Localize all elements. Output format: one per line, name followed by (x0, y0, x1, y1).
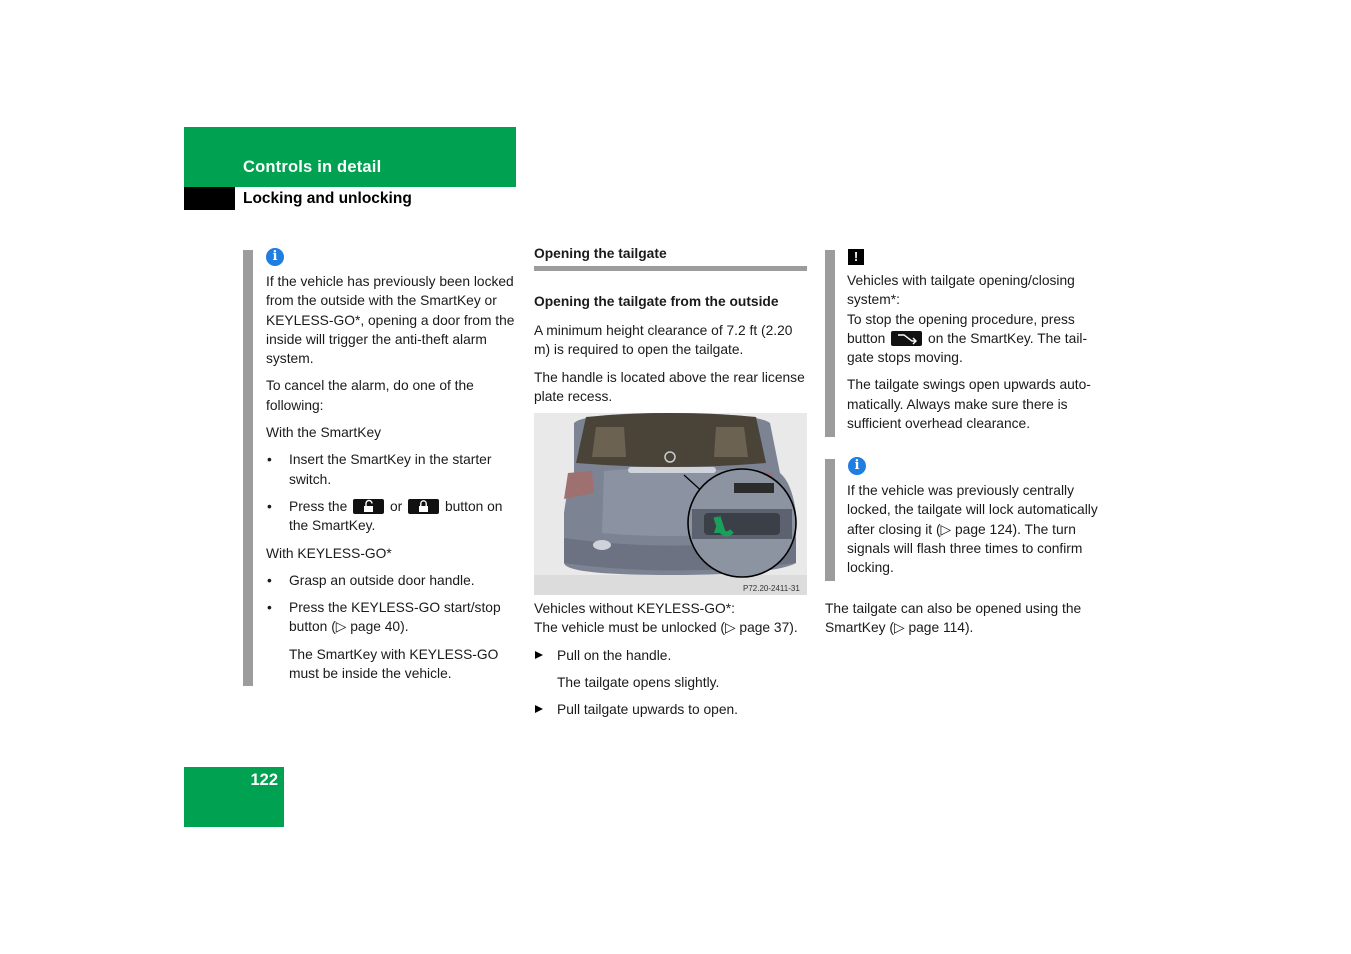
cancel-text: To cancel the alarm, do one of the following: (266, 378, 474, 413)
image-code: P72.20-2411-31 (743, 584, 800, 593)
vehicles-without-text: Vehicles without KEYLESS-GO*: (534, 601, 735, 616)
left-info-block (266, 272, 518, 691)
step-result: The tailgate opens slightly. (557, 674, 720, 690)
with-smartkey-heading: With the SmartKey (266, 425, 382, 441)
keyless-note: The SmartKey with KEYLESS-GO must be inside the vehicle. (289, 646, 499, 682)
subsection-title: Locking and unlocking (243, 190, 412, 207)
step-item: Pull tailgate upwards to open. (534, 700, 814, 719)
info-icon: i (848, 457, 866, 475)
warning-swings-text: The tailgate swings open upwards automatically. Always make sure there is sufficient overhead clearance. (847, 377, 1091, 432)
warning-block (847, 271, 1103, 441)
header-band (184, 127, 516, 187)
info-locked-text: If the vehicle was previously centrally locked, the tailgate will lock automatically after closing it (▷ page 124). The turn signals will flash three times to confirm locking. (847, 483, 1098, 576)
warning-sidebar-bar (825, 250, 835, 437)
info-icon: i (266, 248, 284, 266)
middle-text-top (534, 321, 809, 414)
section-heading: Opening the tailgate (534, 246, 667, 261)
list-item: • Press the or button on the SmartKey. (266, 497, 518, 536)
info-sidebar-bar (825, 459, 835, 581)
info-sidebar-bar (243, 250, 253, 686)
handle-text: The handle is located above the rear license plate recess. (534, 369, 805, 404)
right-footer-text (825, 599, 1105, 646)
list-item: • Grasp an outside door handle. (266, 571, 518, 590)
must-unlock-text: The vehicle must be unlocked (▷ page 37). (534, 620, 798, 636)
intro-text: If the vehicle has previously been locked from the outside with the SmartKey or KEYLESS-GO*, opening a door from the inside will trigger the anti-theft alarm system. (266, 274, 515, 367)
middle-text-bottom (534, 599, 814, 727)
warning-icon: ! (848, 249, 864, 265)
step-item: Pull on the handle. (534, 646, 814, 665)
list-item: • Press the KEYLESS-GO start/stop button (▷ page 40). (266, 598, 518, 637)
list-item: • Insert the SmartKey in the starter switch. (266, 450, 518, 489)
warning-vehicles-text: Vehicles with tailgate opening/closing system*: (847, 273, 1075, 308)
tailgate-illustration (534, 413, 807, 595)
section-title: Controls in detail (243, 158, 382, 176)
lock-icon (408, 499, 439, 514)
page-number: 122 (250, 771, 278, 789)
header-marker (184, 187, 235, 210)
also-smartkey-text: The tailgate can also be opened using the SmartKey (▷ page 114). (825, 601, 1082, 636)
clearance-text: A minimum height clearance of 7.2 ft (2.20 m) is required to open the tailgate. (534, 323, 793, 358)
subsection-heading: Opening the tailgate from the outside (534, 294, 779, 309)
right-info-block (847, 481, 1103, 585)
section-rule (534, 266, 807, 271)
with-keyless-heading: With KEYLESS-GO* (266, 545, 392, 561)
unlock-icon (353, 499, 384, 514)
warning-stop-text: To stop the opening procedure, press button on the SmartKey. The tailgate stops moving. (847, 311, 1088, 366)
tailgate-icon (891, 331, 922, 346)
